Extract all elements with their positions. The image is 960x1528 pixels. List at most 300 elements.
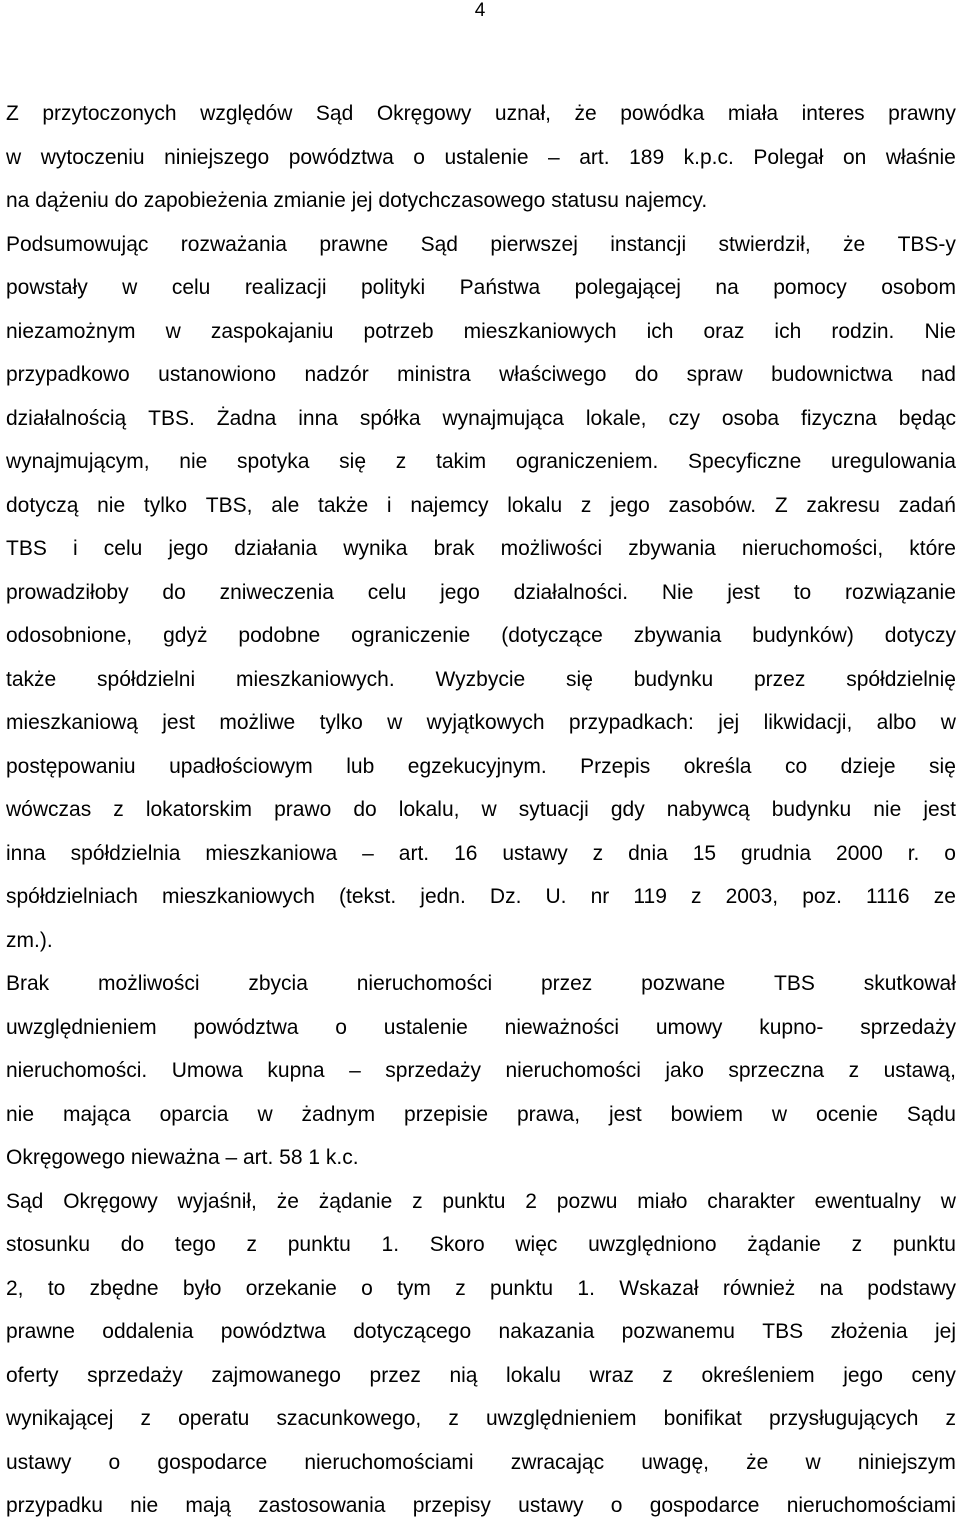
word: inna xyxy=(298,406,338,430)
text-line xyxy=(6,1006,956,1050)
word: pozwu xyxy=(556,1189,618,1213)
word: podobne xyxy=(238,624,321,647)
word: pozwane xyxy=(641,972,726,995)
word: mieszkaniowa xyxy=(205,841,338,865)
word: z xyxy=(592,841,604,865)
word: dotyczy xyxy=(884,624,956,647)
word: ustawy xyxy=(502,841,568,865)
word: pierwszej xyxy=(490,232,578,256)
word: mieszkaniowych. xyxy=(235,667,395,691)
word: gospodarce xyxy=(649,1494,760,1517)
word: k.p.c. xyxy=(683,145,734,169)
word: zbywania xyxy=(628,537,716,560)
word: Brak xyxy=(6,972,50,995)
word: ustawy xyxy=(6,1450,72,1474)
word: także xyxy=(6,667,57,691)
word: do xyxy=(120,1233,145,1256)
word: ustalenie xyxy=(444,145,529,169)
text-line xyxy=(6,875,956,919)
word: TBS. xyxy=(148,406,195,430)
word: potrzeb xyxy=(363,319,434,343)
word: on xyxy=(842,145,867,169)
word: z xyxy=(662,1363,673,1387)
word: lokalu xyxy=(506,1363,561,1387)
word: spółdzielni xyxy=(97,667,196,691)
word: kupna xyxy=(267,1059,325,1082)
word: wynika xyxy=(343,537,408,560)
word: nabywcą xyxy=(666,798,750,821)
word: nieruchomości. xyxy=(6,1059,148,1082)
text-line xyxy=(6,1397,956,1441)
word: ich xyxy=(774,319,802,343)
word: wówczas xyxy=(6,798,92,821)
word: rozważania xyxy=(180,232,287,256)
word: tym xyxy=(397,1276,431,1300)
word: interes xyxy=(801,102,865,125)
word: nieruchomości xyxy=(505,1059,641,1082)
word: pozwanemu xyxy=(621,1320,735,1343)
word: zbędne xyxy=(89,1276,159,1300)
word: mieszkaniowych xyxy=(463,319,617,343)
word: złożenia xyxy=(830,1320,908,1343)
word: Umowa xyxy=(171,1059,243,1082)
word: 2000 xyxy=(836,841,883,865)
text-line xyxy=(6,1441,956,1485)
line-text: zm.). xyxy=(6,928,53,952)
word: z xyxy=(580,493,592,517)
text-line xyxy=(6,440,956,484)
text-line xyxy=(6,1049,956,1093)
text-line xyxy=(6,832,956,876)
word: było xyxy=(182,1276,222,1300)
word: dotyczącego xyxy=(353,1320,472,1343)
word: brak xyxy=(433,537,475,560)
word: że xyxy=(574,102,597,125)
word: w xyxy=(940,1189,956,1213)
word: to xyxy=(793,580,812,604)
word: skutkował xyxy=(863,972,956,995)
word: i xyxy=(386,493,392,517)
text-line xyxy=(6,962,956,1006)
word: gdy xyxy=(610,798,645,821)
word: z xyxy=(448,1407,459,1430)
word: to xyxy=(47,1276,66,1300)
word: szacunkowego, xyxy=(276,1407,422,1430)
word: zniweczenia xyxy=(219,580,334,604)
word: operatu xyxy=(178,1407,250,1430)
word: jej xyxy=(934,1320,956,1343)
word: spółdzielniach xyxy=(6,885,138,908)
word: TBS-y xyxy=(897,232,956,256)
word: właściwego xyxy=(499,363,607,386)
word: prawne xyxy=(6,1320,75,1343)
word: bonifikat xyxy=(663,1407,742,1430)
text-line xyxy=(6,745,956,789)
word: 2, xyxy=(6,1276,24,1300)
word: – xyxy=(362,841,374,865)
word: 16 xyxy=(454,841,478,865)
word: przypadkach: xyxy=(568,711,694,734)
word: czy xyxy=(668,406,700,430)
word: egzekucyjnym. xyxy=(407,754,547,778)
word: Sąd xyxy=(420,232,458,256)
word: osobom xyxy=(881,276,956,299)
word: oddalenia xyxy=(102,1320,194,1343)
word: sprzedaży xyxy=(860,1015,956,1039)
word: ocenie xyxy=(816,1102,878,1126)
word: rozwiązanie xyxy=(845,580,956,604)
word: do xyxy=(162,580,186,604)
word: nieruchomości, xyxy=(741,537,884,560)
word: mieszkaniową xyxy=(6,711,138,734)
word: przez xyxy=(540,972,593,995)
word: że xyxy=(746,1450,769,1474)
word: z xyxy=(395,450,407,473)
word: nie xyxy=(97,493,126,517)
word: z xyxy=(690,885,702,908)
word: z xyxy=(246,1233,257,1256)
word: punktu xyxy=(442,1189,506,1213)
page-number: 4 xyxy=(474,0,486,21)
line-text: na dążeniu do zapobieżenia zmianie jej dotychczasowego statusu najemcy. xyxy=(6,189,708,212)
word: jest xyxy=(608,1102,642,1126)
word: lokatorskim xyxy=(145,798,253,821)
word: powstały xyxy=(6,276,88,299)
word: wynajmująca xyxy=(442,406,564,430)
word: grudnia xyxy=(741,841,812,865)
word: kupno- xyxy=(759,1015,824,1039)
text-line xyxy=(6,484,956,528)
text-line xyxy=(6,179,956,223)
word: jest xyxy=(162,711,195,734)
word: rodzin. xyxy=(831,319,895,343)
word: powództwa xyxy=(193,1015,299,1039)
word: przepisy xyxy=(412,1494,491,1517)
word: w xyxy=(122,276,138,299)
word: dzieje xyxy=(840,754,896,778)
text-line xyxy=(6,310,956,354)
word: lokalu, xyxy=(398,798,460,821)
word: nie xyxy=(873,798,902,821)
word: spółdzielnię xyxy=(846,667,956,691)
word: instancji xyxy=(610,232,687,256)
word: na xyxy=(715,276,739,299)
word: prowadziłoby xyxy=(6,580,129,604)
word: mająca xyxy=(62,1102,131,1126)
word: mają xyxy=(185,1494,231,1517)
word: ograniczenie xyxy=(351,624,471,647)
word: przysługujących xyxy=(768,1407,919,1430)
word: Nie xyxy=(661,580,694,604)
word: TBS xyxy=(762,1320,804,1343)
word: oraz xyxy=(703,319,745,343)
word: sprzedaży xyxy=(385,1059,481,1082)
word: jego xyxy=(440,580,480,604)
word: jej xyxy=(718,711,740,734)
word: uwzględniono xyxy=(588,1233,717,1256)
word: upadłościowym xyxy=(169,754,313,778)
text-line xyxy=(6,1354,956,1398)
word: sprzeczna xyxy=(728,1059,825,1082)
word: Wyzbycie xyxy=(435,667,526,691)
word: ustalenie xyxy=(383,1015,468,1039)
word: o xyxy=(108,1450,121,1474)
word: z xyxy=(848,1059,860,1082)
word: celu xyxy=(367,580,407,604)
word: osoba xyxy=(721,406,780,430)
line-text: Okręgowego nieważna – art. 58 1 k.c. xyxy=(6,1146,359,1169)
word: o xyxy=(361,1276,373,1300)
word: z xyxy=(851,1233,863,1256)
word: żadnym xyxy=(301,1102,376,1126)
word: 2003, xyxy=(725,885,779,908)
text-line xyxy=(6,353,956,397)
word: się xyxy=(566,667,593,691)
word: nakazania xyxy=(498,1320,595,1343)
word: ale xyxy=(271,493,300,517)
word: Okręgowy xyxy=(376,102,472,125)
word: nieruchomościami xyxy=(786,1494,956,1517)
word: jego xyxy=(168,537,209,560)
word: wytoczeniu xyxy=(40,145,145,169)
word: stwierdził, xyxy=(718,232,811,256)
word: budynku xyxy=(633,667,714,691)
word: punktu xyxy=(490,1276,554,1300)
word: uwzględnieniem xyxy=(485,1407,637,1430)
word: tego xyxy=(174,1233,216,1256)
text-line xyxy=(6,1267,956,1311)
word: możliwości xyxy=(98,972,200,995)
text-line xyxy=(6,527,956,571)
word: Sąd xyxy=(6,1189,44,1213)
word: do xyxy=(634,363,659,386)
word: Dz. xyxy=(489,885,522,908)
text-line xyxy=(6,223,956,267)
body-text xyxy=(6,92,956,1528)
word: o xyxy=(413,145,425,169)
word: z xyxy=(113,798,124,821)
word: Sąd xyxy=(315,102,354,125)
word: mieszkaniowych xyxy=(162,885,315,908)
word: względów xyxy=(200,102,293,125)
word: powództwa xyxy=(288,145,394,169)
word: z xyxy=(455,1276,466,1300)
word: spółka xyxy=(359,406,421,430)
word: postępowaniu xyxy=(6,754,136,778)
word: zwracając xyxy=(510,1450,605,1474)
word: więc xyxy=(515,1233,558,1256)
word: właśnie xyxy=(885,145,956,169)
word: tylko xyxy=(143,493,188,517)
word: spółdzielnia xyxy=(70,841,181,865)
word: miała xyxy=(727,102,779,125)
word: w xyxy=(6,145,22,169)
word: możliwości xyxy=(500,537,603,560)
word: – xyxy=(548,145,560,169)
word: lokale, xyxy=(585,406,647,430)
word: TBS xyxy=(6,537,47,560)
word: – xyxy=(349,1059,361,1082)
word: celu xyxy=(171,276,211,299)
word: przez xyxy=(754,667,806,691)
text-line xyxy=(6,1310,956,1354)
word: 1. xyxy=(577,1276,595,1300)
word: przez xyxy=(369,1363,421,1387)
word: likwidacji, xyxy=(763,711,853,734)
word: 1. xyxy=(381,1233,400,1256)
word: art. xyxy=(579,145,610,169)
word: nią xyxy=(449,1363,478,1387)
word: ewentualny xyxy=(814,1189,921,1213)
word: możliwe xyxy=(219,711,296,734)
word: (dotyczące xyxy=(501,624,603,647)
word: działalnością xyxy=(6,406,127,430)
word: z xyxy=(412,1189,423,1213)
word: 2 xyxy=(525,1189,537,1213)
word: w xyxy=(257,1102,273,1126)
word: i xyxy=(72,537,78,560)
word: orzekanie xyxy=(245,1276,337,1300)
word: jego xyxy=(843,1363,883,1387)
word: zasobów. xyxy=(668,493,757,517)
word: ministra xyxy=(397,363,471,386)
word: jego xyxy=(610,493,650,517)
word: oparcia xyxy=(159,1102,229,1126)
word: przytoczonych xyxy=(42,102,177,125)
word: w xyxy=(387,711,403,734)
word: uznał, xyxy=(494,102,551,125)
text-line xyxy=(6,266,956,310)
word: r. xyxy=(907,841,920,865)
word: niezamożnym xyxy=(6,319,136,343)
word: 15 xyxy=(692,841,717,865)
word: jako xyxy=(665,1059,704,1082)
word: sytuacji xyxy=(518,798,589,821)
text-line xyxy=(6,1223,956,1267)
word: z xyxy=(945,1407,956,1430)
word: Żadna xyxy=(216,406,277,430)
word: spraw xyxy=(686,363,743,386)
word: gdyż xyxy=(163,624,208,647)
word: jest xyxy=(727,580,760,604)
word: z xyxy=(140,1407,151,1430)
text-line xyxy=(6,397,956,441)
word: uwzględnieniem xyxy=(6,1015,157,1039)
word: w xyxy=(481,798,497,821)
word: określa xyxy=(683,754,752,778)
word: nr xyxy=(590,885,610,908)
word: jedn. xyxy=(420,885,466,908)
word: się xyxy=(929,754,956,778)
word: oferty xyxy=(6,1363,59,1387)
word: Specyficzne xyxy=(688,450,802,473)
word: stosunku xyxy=(6,1233,91,1256)
word: wyjątkowych xyxy=(426,711,545,734)
word: przepisie xyxy=(404,1102,489,1126)
word: niniejszego xyxy=(164,145,270,169)
word: realizacji xyxy=(244,276,327,299)
word: które xyxy=(909,537,956,560)
word: zbywania xyxy=(633,624,722,647)
text-line xyxy=(6,919,956,963)
word: nieruchomościami xyxy=(304,1450,474,1474)
word: umowy xyxy=(655,1015,723,1039)
word: powódka xyxy=(620,102,705,125)
text-line xyxy=(6,1484,956,1528)
word: przypadku xyxy=(6,1494,103,1517)
word: prawa, xyxy=(517,1102,581,1126)
text-line xyxy=(6,701,956,745)
word: wynikającej xyxy=(6,1407,114,1430)
word: uregulowania xyxy=(831,450,956,473)
word: gospodarce xyxy=(157,1450,268,1474)
word: dnia xyxy=(628,841,668,865)
text-line xyxy=(6,788,956,832)
text-line xyxy=(6,658,956,702)
word: zakresu xyxy=(806,493,880,517)
word: działalności. xyxy=(513,580,629,604)
word: spotyka xyxy=(237,450,310,473)
word: także xyxy=(317,493,369,517)
word: będąc xyxy=(898,406,956,430)
word: fizyczna xyxy=(801,406,877,430)
word: ustawą, xyxy=(883,1059,956,1082)
word: 1116 xyxy=(866,885,910,908)
word: TBS, xyxy=(205,493,253,517)
word: zajmowanego xyxy=(211,1363,341,1387)
word: celu xyxy=(103,537,143,560)
word: żądanie xyxy=(318,1189,393,1213)
word: ze xyxy=(933,885,956,908)
word: polityki xyxy=(360,276,426,299)
word: punktu xyxy=(287,1233,351,1256)
word: wraz xyxy=(589,1363,634,1387)
word: żądanie xyxy=(747,1233,821,1256)
word: charakter xyxy=(707,1189,795,1213)
word: na xyxy=(819,1276,843,1300)
word: prawo xyxy=(274,798,332,821)
word: ceny xyxy=(911,1363,956,1387)
word: nadzór xyxy=(304,363,369,386)
word: w xyxy=(940,711,956,734)
word: dotyczą xyxy=(6,493,79,517)
word: punktu xyxy=(892,1233,956,1256)
word: miało xyxy=(637,1189,688,1213)
word: Z xyxy=(6,102,19,125)
word: najemcy xyxy=(410,493,489,517)
word: wynajmującym, xyxy=(6,450,150,473)
word: zaspokajaniu xyxy=(210,319,334,343)
word: albo xyxy=(876,711,917,734)
word: inna xyxy=(6,841,46,865)
text-line xyxy=(6,1136,956,1180)
word: nie xyxy=(130,1494,159,1517)
word: wyjaśnił, xyxy=(177,1189,257,1213)
word: się xyxy=(339,450,367,473)
text-line xyxy=(6,136,956,180)
word: nieważności xyxy=(504,1015,620,1039)
word: określeniem xyxy=(701,1363,815,1387)
word: że xyxy=(276,1189,299,1213)
word: pomocy xyxy=(773,276,847,299)
word: sprzedaży xyxy=(87,1363,183,1387)
word: podstawy xyxy=(867,1276,956,1300)
text-line xyxy=(6,571,956,615)
word: nie xyxy=(6,1102,35,1126)
word: uwagę, xyxy=(641,1450,709,1474)
word: jest xyxy=(923,798,956,821)
word: polegającej xyxy=(574,276,681,299)
